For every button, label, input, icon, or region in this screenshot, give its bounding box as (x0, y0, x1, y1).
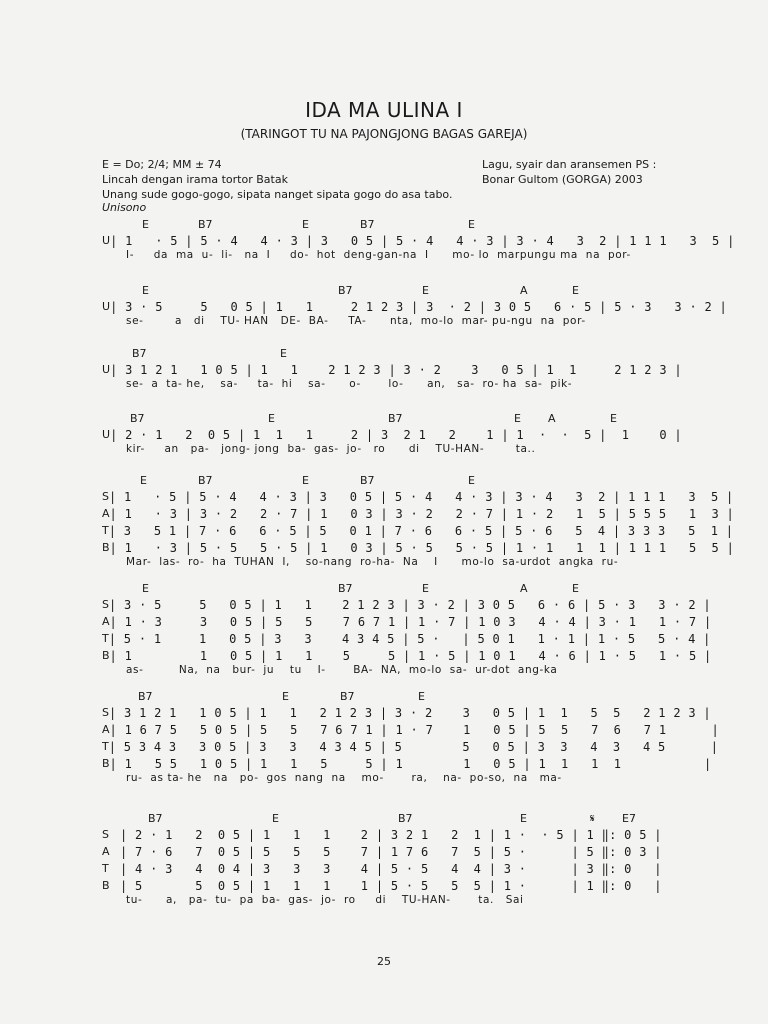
voice-row (102, 738, 719, 755)
chord-symbol: A (520, 582, 528, 595)
chord-symbol: B7 (388, 412, 403, 425)
voice-row (102, 630, 711, 647)
key-signature: E = Do; 2/4; MM ± 74 (102, 158, 222, 171)
chord-line (102, 412, 667, 426)
voice-row (102, 232, 735, 249)
voice-label: T (102, 632, 109, 645)
composer: Bonar Gultom (GORGA) 2003 (482, 173, 643, 186)
chord-symbol: E (514, 412, 521, 425)
voice-label: S (102, 828, 109, 841)
voice-row (102, 755, 712, 772)
voice-label: T (102, 740, 109, 753)
note-line: | 1 5 5 1 0 5 | 1 1 5 5 | 1 1 0 5 | 1 1 1 1 | (109, 756, 712, 771)
chord-symbol: B7 (138, 690, 153, 703)
chord-symbol: A (520, 284, 528, 297)
chord-symbol: E (520, 812, 527, 825)
chord-symbol: B7 (148, 812, 163, 825)
voice-label: S (102, 598, 109, 611)
note-line: | 1 · 5 | 5 · 4 4 · 3 | 3 0 5 | 5 · 4 4 · 3 | 3 · 4 3 2 | 1 1 1 3 5 | (110, 233, 735, 248)
voice-row (102, 704, 711, 721)
voice-label: B (102, 649, 110, 662)
voice-row (102, 843, 667, 860)
voice-row (102, 505, 735, 522)
voice-row (102, 361, 682, 378)
chord-symbol: B7 (340, 690, 355, 703)
note-line: | 3 1 2 1 1 0 5 | 1 1 2 1 2 3 | 3 · 2 3 0 5 | 1 1 5 5 2 1 2 3 | (108, 705, 711, 720)
lyrics-line: ru- as ta- he na po- gos nang na mo- ra, na- po-so, na ma- (126, 772, 562, 784)
chord-line (102, 582, 667, 596)
voice-label: B (102, 541, 110, 554)
voice-label: T (102, 524, 109, 537)
note-line: | 1 6 7 5 5 0 5 | 5 5 7 6 7 1 | 1 · 7 1 0 5 | 5 5 7 6 7 1 | (109, 722, 720, 737)
chord-line (102, 812, 667, 826)
note-line: | 4 · 3 4 0 4 | 3 3 3 4 | 5 · 5 4 4 | 3 · | 3 ‖: 0 | (120, 861, 662, 876)
chord-symbol: B7 (338, 284, 353, 297)
note-line: | 1 1 0 5 | 1 1 5 5 | 1 · 5 | 1 0 1 4 · 6 | 1 · 5 1 · 5 | (109, 648, 712, 663)
chord-symbol: A (548, 412, 556, 425)
chord-symbol: E (418, 690, 425, 703)
note-line: | 3 · 5 5 0 5 | 1 1 2 1 2 3 | 3 · 2 | 3 0 5 6 · 6 | 5 · 3 3 · 2 | (108, 597, 711, 612)
score-system (102, 474, 735, 570)
chord-symbol: E7 (622, 812, 636, 825)
voice-label: A (102, 615, 110, 628)
score-system (102, 582, 712, 678)
voice-row (102, 877, 667, 894)
score-system (102, 812, 667, 908)
chord-symbol: B7 (132, 347, 147, 360)
chord-symbol: E (142, 284, 149, 297)
chord-symbol: E (268, 412, 275, 425)
voice-label: A (102, 845, 110, 858)
voice-label: U (102, 300, 111, 313)
unisono-marking: Unisono (102, 201, 147, 214)
chord-line (102, 218, 667, 232)
voice-row (102, 826, 667, 843)
lyrics-line: se- a ta- he, sa- ta- hi sa- o- lo- an, sa- ro- ha sa- pik- (126, 378, 573, 390)
chord-symbol: E (280, 347, 287, 360)
chord-symbol: E (272, 812, 279, 825)
voice-row (102, 488, 734, 505)
note-line: | 2 · 1 2 0 5 | 1 1 1 2 | 3 2 1 2 1 | 1 · · 5 | 1 0 | (110, 427, 682, 442)
voice-row (102, 298, 728, 315)
tempo-info (102, 157, 452, 202)
chord-symbol: B7 (130, 412, 145, 425)
chord-symbol: E (142, 582, 149, 595)
voice-label: S (102, 490, 109, 503)
chord-symbol: E (140, 474, 147, 487)
lyrics-line: se- a di TU- HAN DE- BA- TA- nta, mo-lo mar- pu-ngu na por- (126, 315, 586, 327)
page-number: 25 (377, 955, 391, 968)
voice-row (102, 613, 712, 630)
score-system (102, 690, 720, 786)
song-title: IDA MA ULINA I (305, 98, 463, 122)
chord-symbol: B7 (338, 582, 353, 595)
chord-symbol: B7 (198, 474, 213, 487)
credit-line: Lagu, syair dan aransemen PS : (482, 158, 657, 171)
lyrics-line: as- Na, na bur- ju tu I- BA- NA, mo-lo sa- ur-dot ang-ka (126, 664, 558, 676)
chord-symbol: E (302, 218, 309, 231)
voice-label: S (102, 706, 109, 719)
voice-label: U (102, 363, 111, 376)
voice-label: T (102, 862, 109, 875)
note-line: | 5 · 1 1 0 5 | 3 3 4 3 4 5 | 5 · | 5 0 1 1 · 1 | 1 · 5 5 · 4 | (108, 631, 711, 646)
chord-symbol: B7 (360, 218, 375, 231)
note-line: | 5 3 4 3 3 0 5 | 3 3 4 3 4 5 | 5 5 0 5 | 3 3 4 3 4 5 | (108, 739, 719, 754)
note-line: | 1 · 5 | 5 · 4 4 · 3 | 3 0 5 | 5 · 4 4 · 3 | 3 · 4 3 2 | 1 1 1 3 5 | (108, 489, 734, 504)
chord-symbol: E (302, 474, 309, 487)
note-line: | 3 · 5 5 0 5 | 1 1 2 1 2 3 | 3 · 2 | 3 0 5 6 · 5 | 5 · 3 3 · 2 | (110, 299, 728, 314)
lyrics-line: kir- an pa- jong- jong ba- gas- jo- ro di TU-HAN- ta.. (126, 443, 536, 455)
chord-symbol: E (282, 690, 289, 703)
voice-row (102, 860, 667, 877)
chord-symbol: B7 (360, 474, 375, 487)
voice-label: A (102, 507, 110, 520)
voice-label: B (102, 757, 110, 770)
chord-symbol: 𝄋 (590, 812, 595, 825)
chord-symbol: E (572, 582, 579, 595)
chord-symbol: E (572, 284, 579, 297)
score-system (102, 218, 735, 263)
dynamics-note: Unang sude gogo-gogo, sipata nanget sipata gogo do asa tabo. (102, 188, 453, 201)
note-line: | 3 5 1 | 7 · 6 6 · 5 | 5 0 1 | 7 · 6 6 · 5 | 5 · 6 5 4 | 3 3 3 5 1 | (108, 523, 734, 538)
chord-symbol: E (468, 218, 475, 231)
voice-row (102, 596, 711, 613)
note-line: | 3 1 2 1 1 0 5 | 1 1 2 1 2 3 | 3 · 2 3 0 5 | 1 1 2 1 2 3 | (110, 362, 682, 377)
voice-row (102, 426, 682, 443)
voice-label: A (102, 723, 110, 736)
note-line: | 2 · 1 2 0 5 | 1 1 1 2 | 3 2 1 2 1 | 1 · · 5 | 1 ‖: 0 5 | (120, 827, 662, 842)
chord-symbol: E (422, 284, 429, 297)
chord-symbol: E (610, 412, 617, 425)
note-line: | 7 · 6 7 0 5 | 5 5 5 7 | 1 7 6 7 5 | 5 · | 5 ‖: 0 3 | (120, 844, 662, 859)
voice-label: U (102, 234, 111, 247)
note-line: | 1 · 3 3 0 5 | 5 5 7 6 7 1 | 1 · 7 | 1 0 3 4 · 4 | 3 · 1 1 · 7 | (109, 614, 712, 629)
note-line: | 1 · 3 | 3 · 2 2 · 7 | 1 0 3 | 3 · 2 2 · 7 | 1 · 2 1 5 | 5 5 5 1 3 | (109, 506, 735, 521)
style-note: Lincah dengan irama tortor Batak (102, 173, 288, 186)
lyrics-line: tu- a, pa- tu- pa ba- gas- jo- ro di TU-HAN- ta. Sai (126, 894, 524, 906)
chord-symbol: E (142, 218, 149, 231)
chord-line (102, 474, 667, 488)
credits (482, 157, 656, 187)
score-system (102, 347, 682, 392)
chord-line (102, 347, 667, 361)
chord-line (102, 284, 667, 298)
voice-label: U (102, 428, 111, 441)
chord-symbol: E (422, 582, 429, 595)
score-system (102, 284, 728, 329)
voice-row (102, 721, 720, 738)
voice-row (102, 647, 712, 664)
song-subtitle: (TARINGOT TU NA PAJONGJONG BAGAS GAREJA) (240, 127, 528, 141)
note-line: | 5 5 0 5 | 1 1 1 1 | 5 · 5 5 5 | 1 · | 1 ‖: 0 | (120, 878, 662, 893)
voice-row (102, 539, 735, 556)
lyrics-line: I- da ma u- li- na I do- hot deng-gan-na I mo- lo marpungu ma na por- (126, 249, 631, 261)
chord-symbol: E (468, 474, 475, 487)
score-system (102, 412, 682, 457)
voice-row (102, 522, 734, 539)
chord-line (102, 690, 667, 704)
note-line: | 1 · 3 | 5 · 5 5 · 5 | 1 0 3 | 5 · 5 5 · 5 | 1 · 1 1 1 | 1 1 1 5 5 | (109, 540, 735, 555)
chord-symbol: B7 (198, 218, 213, 231)
voice-label: B (102, 879, 110, 892)
chord-symbol: B7 (398, 812, 413, 825)
lyrics-line: Mar- las- ro- ha TUHAN I, so-nang ro-ha- Na I mo-lo sa-urdot angka ru- (126, 556, 619, 568)
